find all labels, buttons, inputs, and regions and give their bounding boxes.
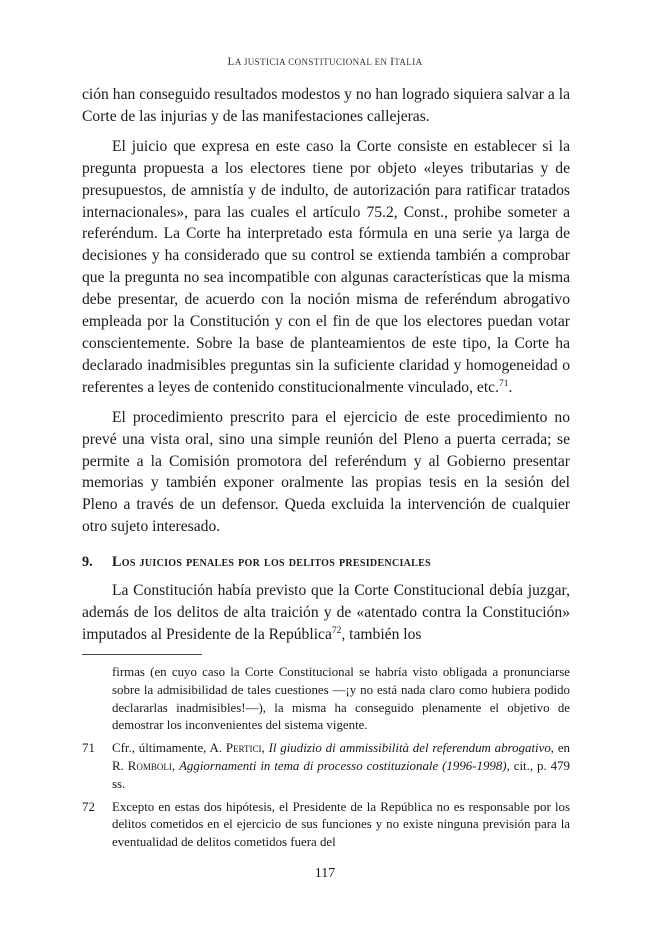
footnote-71-segment: , en R. [112,741,570,773]
footnote-number: 71 [82,741,95,756]
footnote-71-title-2: Aggiornamenti in tema di processo costituzionale (1996-1998), [179,758,510,773]
footnote-ref-72[interactable]: 72 [331,625,342,636]
paragraph-procedure: El procedimiento prescrito para el ejercicio de este procedimiento no prevé una vista oral, sino una simple reunión del Pleno a puerta cerrada; se permite a la Comisión promotora del referéndum y al Gobierno presentar memorias y también exponer oralmente las propias tesis en la sesión del Pleno a través de un defensor. Queda excluida la intervención de cualquier otro sujeto interesado. [82,408,570,536]
section-title: Los juicios penales por los delitos presidenciales [112,554,431,571]
section-number: 9. [82,554,93,571]
footnote-continuation [82,664,570,735]
page-number: 117 [314,866,336,881]
footnote-number: 72 [82,799,95,814]
footnote-continuation-text: firmas (en cuyo caso la Corte Constitucional se habría visto obligada a pronunciarse sobre la admisibilidad de tales cuestiones —¡y no está nada claro como hubiera podido declararlas inadmisibles!—), la misma ha conseguido plenamente el objetivo de demostrar los inconvenientes del sistema vigente. [112,665,570,733]
running-head-initial-1: L [227,56,235,68]
footnote-71-segment: Cfr., últimamente, A. [112,741,226,756]
footnote-ref-71[interactable]: 71 [498,378,509,389]
paragraph-judgement-end: . [508,378,513,396]
footnote-71-author-2: Romboli [127,758,172,773]
main-text [82,84,570,654]
footnote-71-segment: , [171,758,180,773]
paragraph-presidential-crimes [82,580,570,646]
footnote-71-segment: , [261,741,269,756]
footnote-72 [82,799,570,852]
paragraph-judgement [82,136,570,399]
paragraph-presidential-crimes-end: , también los [341,625,422,643]
running-head-part-1: A JUSTICIA CONSTITUCIONAL EN [234,57,391,67]
footnote-71 [82,740,570,793]
footnote-71-author-1: Pertici [225,741,262,756]
running-head-initial-2: I [390,56,395,68]
footnote-separator [82,654,202,655]
paragraph-continuation: ción han conseguido resultados modestos y no han logrado siquiera salvar a la Corte de las injurias y de las manifestaciones callejeras. [82,86,570,125]
paragraph-judgement-text: El juicio que expresa en este caso la Corte consiste en establecer si la pregunta propuesta a los electores tiene por objeto «leyes tributarias y de presupuestos, de amnistía y de indulto, de autorización para ratificar tratados internacionales», para las cuales el artículo 75.2, Const., prohibe someter a referéndum. La Corte ha interpretado esta fórmula en una serie ya larga de decisiones y ha considerado que su control se extienda también a comprobar que la pregunta no sea incompatible con algunas características que la misma debe presentar, de acuerdo con la noción misma de referéndum abrogativo empleada por la Constitución y con el fin de que los electores puedan votar conscientemente. Sobre la base de planteamientos de este tipo, la Corte ha declarado inadmisibles preguntas sin la suficiente claridad y homogeneidad o referentes a leyes de contenido constitucionalmente vinculado, etc. [82,137,570,396]
footnote-71-title-1: Il giudizio di ammissibilità del referendum abrogativo [268,741,551,756]
paragraph-presidential-crimes-text: La Constitución había previsto que la Corte Constitucional debía juzgar, además de los delitos de alta traición y de «atentado contra la Constitución» imputados al Presidente de la República [82,582,570,643]
footnote-text: Excepto en estas dos hipótesis, el Presidente de la República no es responsable por los delitos cometidos en el ejercicio de sus funciones y no existe ninguna previsión para la eventualidad de delitos cometidos fuera del [112,799,570,850]
running-head [0,56,650,68]
section-heading [82,552,570,574]
footnote-text [112,740,570,793]
footnotes [82,664,570,857]
running-head-part-2: TALIA [394,57,423,67]
footnote-71-segment: cit., p. 479 ss. [112,758,570,791]
